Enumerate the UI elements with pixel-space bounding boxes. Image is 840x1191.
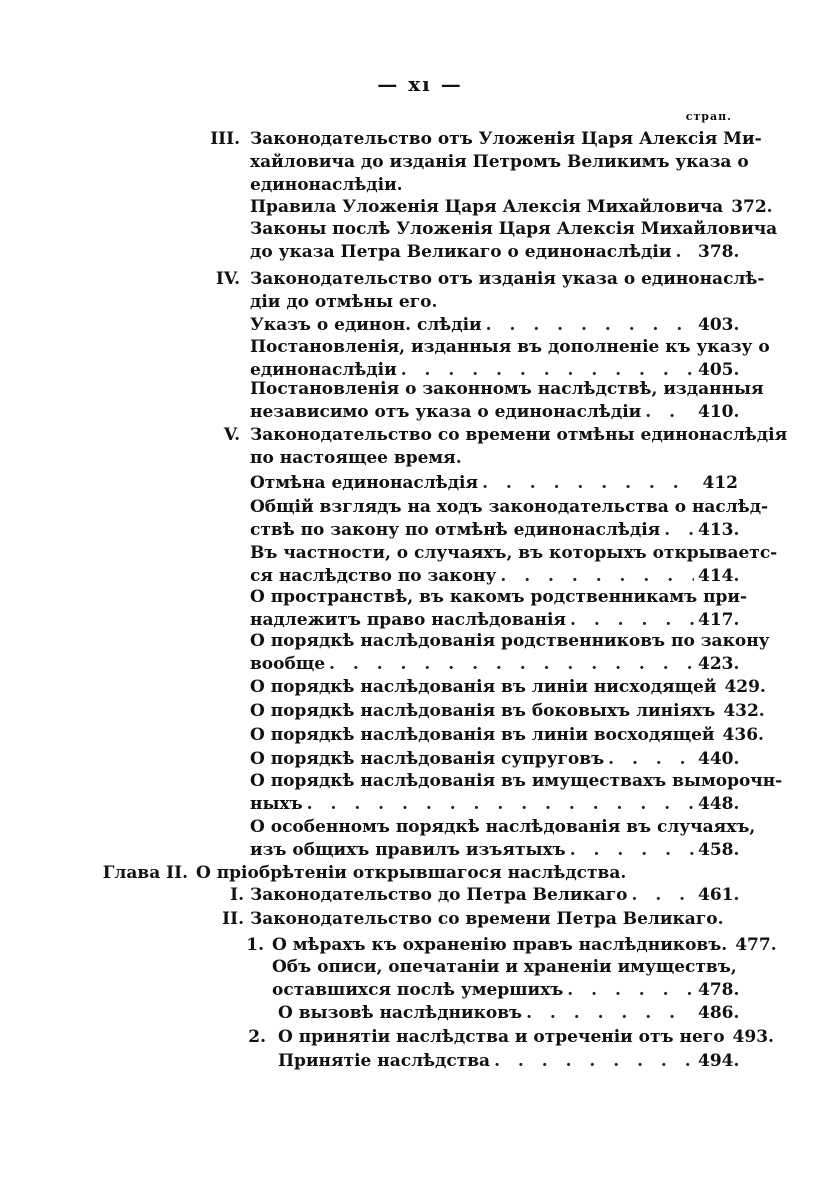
toc-entry-line: Въ частности, о случаяхъ, въ которыхъ открываетс- <box>250 543 778 563</box>
toc-page-number: 493. <box>732 1027 774 1047</box>
toc-entry-title: изъ общихъ правилъ изъятыхъ <box>250 840 566 860</box>
toc-page-number: 478. <box>698 980 740 1000</box>
toc-entry-line <box>250 401 738 424</box>
toc-entry-number: IV. <box>215 269 240 289</box>
dot-leader <box>570 839 694 862</box>
toc-entry-number: II. <box>222 909 244 929</box>
toc-page-number: 432. <box>723 701 765 721</box>
toc-entry-title: О мѣрахъ къ охраненію правъ наслѣдниковъ. <box>272 935 728 955</box>
toc-page-number: 414. <box>698 566 740 586</box>
page-column-label: страп. <box>685 110 732 123</box>
toc-entry-title: Правила Уложенія Царя Алексія Михайловича <box>250 197 724 217</box>
toc-entry-title: надлежитъ право наслѣдованія <box>250 610 566 630</box>
toc-entry-line: Законодательство отъ изданія указа о единонаслѣ- <box>250 269 765 289</box>
dot-leader <box>632 884 695 907</box>
toc-entry <box>250 378 764 424</box>
dot-leader <box>608 748 694 771</box>
toc-entry-line <box>250 609 738 632</box>
toc-entry <box>250 630 770 676</box>
toc-entry-line <box>250 653 738 676</box>
toc-entry <box>250 676 766 699</box>
toc-entry-line: діи до отмѣны его. <box>250 292 438 312</box>
toc-entry-line <box>250 241 738 264</box>
toc-page-number: 477. <box>735 935 777 955</box>
toc-entry-line <box>250 724 764 747</box>
toc-entry-number: V. <box>223 425 240 445</box>
toc-entry-title: Отмѣна единонаслѣдія <box>250 473 479 493</box>
toc-entry-title: до указа Петра Великаго о единонаслѣдіи <box>250 242 672 262</box>
toc-entry-line <box>272 979 738 1002</box>
dot-leader <box>307 793 694 816</box>
toc-entry-title: оставшихся послѣ умершихъ <box>272 980 564 1000</box>
toc-entry-line: по настоящее время. <box>250 448 462 468</box>
toc-entry <box>230 884 740 907</box>
toc-entry-line: О особенномъ порядкѣ наслѣдованія въ случаяхъ, <box>250 817 756 837</box>
toc-entry-line <box>278 1050 738 1073</box>
toc-entry <box>250 586 748 632</box>
toc-page-number: 372. <box>731 197 773 217</box>
toc-entry <box>222 908 738 931</box>
toc-entry-line: О порядкѣ наслѣдованія родственниковъ по закону <box>250 631 770 651</box>
toc-page-number: 436. <box>722 725 764 745</box>
toc-page-number: 486. <box>698 1003 740 1023</box>
toc-entry <box>272 956 738 1002</box>
toc-entry-line: Законодательство со времени отмѣны единонаслѣдія <box>250 425 788 445</box>
dot-leader <box>675 241 694 264</box>
toc-entry-line <box>250 793 738 816</box>
toc-page-number: 440. <box>698 749 740 769</box>
toc-entry-line <box>272 934 777 957</box>
toc-entry-line <box>250 565 738 588</box>
toc-entry-number: Глава II. <box>102 863 188 883</box>
toc-page-number: 423. <box>698 654 740 674</box>
toc-entry <box>250 724 764 747</box>
toc-entry <box>246 934 777 957</box>
toc-entry-title: О вызовѣ наслѣдниковъ <box>278 1003 523 1023</box>
toc-entry-line: Законодательство отъ Уложенія Царя Алексія Ми- <box>250 129 762 149</box>
toc-page-number: 413. <box>698 520 740 540</box>
toc-entry-line: Законодательство со времени Петра Великаго. <box>250 909 724 929</box>
toc-entry <box>250 748 738 771</box>
toc-entry <box>250 770 783 816</box>
toc-page-number: 458. <box>698 840 740 860</box>
toc-page-number: 448. <box>698 794 740 814</box>
toc-entry <box>250 218 778 264</box>
toc-entry-number: I. <box>230 885 244 905</box>
dot-leader <box>570 609 694 632</box>
toc-entry-title: ся наслѣдство по закону <box>250 566 497 586</box>
toc-page-number: 461. <box>698 885 740 905</box>
toc-entry <box>250 196 773 219</box>
toc-entry-line: Законы послѣ Уложенія Царя Алексія Михайловича <box>250 219 778 239</box>
dot-leader <box>526 1002 694 1025</box>
toc-page-number: 494. <box>698 1051 740 1071</box>
toc-entry-line: Постановленія, изданныя въ дополненіе къ указу о <box>250 337 770 357</box>
toc-entry-line <box>250 472 738 495</box>
toc-entry <box>250 496 769 542</box>
toc-entry-line: О пространствѣ, въ какомъ родственникамъ при- <box>250 587 748 607</box>
toc-page-number: 417. <box>698 610 740 630</box>
toc-entry-title: единонаслѣдіи <box>250 360 397 380</box>
toc-entry-title: О порядкѣ наслѣдованія въ линіи восходящей <box>250 725 715 745</box>
dot-leader <box>645 401 694 424</box>
toc-entry-title: ствѣ по закону по отмѣнѣ единонаслѣдія <box>250 520 661 540</box>
toc-page-number: 378. <box>698 242 740 262</box>
toc-entry-title: ныхъ <box>250 794 303 814</box>
dot-leader <box>486 314 694 337</box>
toc-entry <box>215 268 765 314</box>
toc-entry-number: 1. <box>246 935 264 955</box>
toc-entry <box>278 1050 738 1073</box>
toc-entry-line: О пріобрѣтеніи открывшагося наслѣдства. <box>196 863 627 883</box>
toc-entry-title: независимо отъ указа о единонаслѣдіи <box>250 402 642 422</box>
toc-entry-number: III. <box>210 129 240 149</box>
toc-entry-line: Объ описи, опечатаніи и храненіи имуществъ, <box>272 957 737 977</box>
toc-entry-line <box>250 196 773 219</box>
dot-leader <box>500 565 694 588</box>
toc-entry-line <box>250 314 738 337</box>
toc-entry <box>250 472 738 495</box>
toc-entry-title: О принятіи наслѣдства и отреченіи отъ него <box>278 1027 725 1047</box>
toc-entry-title: вообще <box>250 654 326 674</box>
toc-entry-line <box>250 884 738 907</box>
toc-entry-title: Законодательство до Петра Великаго <box>250 885 628 905</box>
dot-leader <box>664 519 694 542</box>
toc-entry-line <box>250 748 738 771</box>
toc-entry-line <box>250 839 738 862</box>
dot-leader <box>567 979 694 1002</box>
toc-entry-number: 2. <box>248 1027 266 1047</box>
toc-entry-title: Принятіе наслѣдства <box>278 1051 491 1071</box>
toc-entry-title: О порядкѣ наслѣдованія супруговъ <box>250 749 605 769</box>
toc-entry-title: О порядкѣ наслѣдованія въ линіи нисходящей <box>250 677 717 697</box>
toc-page-number: 410. <box>698 402 740 422</box>
toc-entry <box>248 1026 774 1049</box>
toc-page-number: 403. <box>698 315 740 335</box>
toc-entry <box>278 1002 738 1025</box>
toc-entry-title: Указъ о единон. слѣдіи <box>250 315 482 335</box>
toc-page-number: 412 <box>702 473 738 493</box>
toc-entry-line: хайловича до изданія Петромъ Великимъ указа о <box>250 152 749 172</box>
toc-entry-line: единонаслѣдіи. <box>250 175 403 195</box>
toc-entry-line <box>278 1026 774 1049</box>
toc-entry-line <box>250 519 738 542</box>
toc-entry <box>250 542 778 588</box>
toc-entry-line: О порядкѣ наслѣдованія въ имуществахъ выморочн- <box>250 771 783 791</box>
dot-leader <box>494 1050 694 1073</box>
toc-entry-line <box>250 676 766 699</box>
toc-entry-line: Постановленія о законномъ наслѣдствѣ, изданныя <box>250 379 764 399</box>
toc-entry-line <box>278 1002 738 1025</box>
toc-entry-line: Общій взглядъ на ходъ законодательства о наслѣд- <box>250 497 769 517</box>
toc-entry <box>102 862 738 885</box>
toc-entry <box>250 816 756 862</box>
toc-page-number: 405. <box>698 360 740 380</box>
toc-entry <box>210 128 762 197</box>
toc-entry <box>250 314 738 337</box>
toc-page-number: 429. <box>724 677 766 697</box>
dot-leader <box>482 472 694 495</box>
dot-leader <box>329 653 694 676</box>
toc-entry <box>250 336 770 382</box>
toc-entry-title: О порядкѣ наслѣдованія въ боковыхъ линіяхъ <box>250 701 716 721</box>
page-number: — xı — <box>377 72 463 96</box>
toc-entry <box>250 700 765 723</box>
toc-entry-line <box>250 700 765 723</box>
toc-entry <box>223 424 788 470</box>
